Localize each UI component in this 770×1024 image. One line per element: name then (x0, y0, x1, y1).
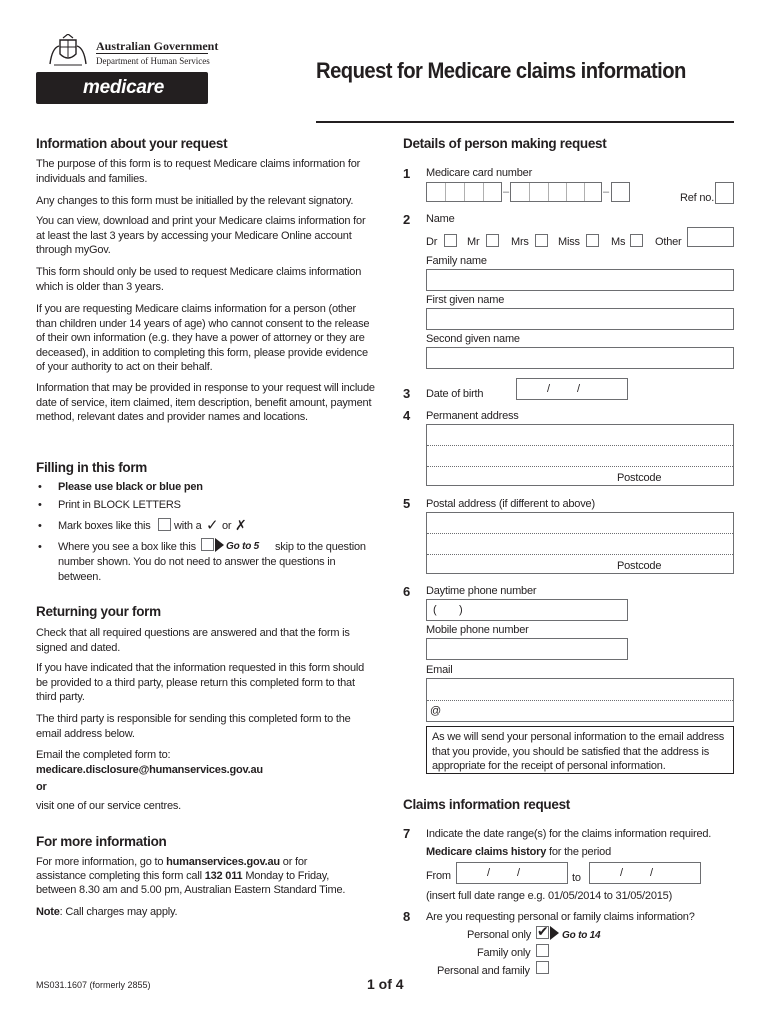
date-range-label: Indicate the date range(s) for the claims information required. (426, 828, 712, 840)
question-number: 7 (403, 826, 411, 841)
more-info-heading: For more information (36, 834, 167, 849)
question-number: 8 (403, 909, 411, 924)
date-range-hint: (insert full date range e.g. 01/05/2014 to 31/05/2015) (426, 890, 673, 902)
email-at-symbol: @ (430, 705, 441, 717)
daytime-phone-label: Daytime phone number (426, 585, 537, 597)
department-name: Department of Human Services (96, 56, 210, 66)
claims-history-line (426, 846, 611, 858)
medicare-card-group-3[interactable] (611, 182, 630, 202)
title-ms-checkbox[interactable] (630, 234, 643, 247)
question-number: 4 (403, 408, 411, 423)
personal-and-family-checkbox[interactable] (536, 961, 549, 974)
more-info-text: assistance completing this form call (36, 870, 202, 882)
card-separator: – (603, 186, 609, 198)
bullet-dot: • (38, 520, 42, 532)
question-number: 2 (403, 212, 411, 227)
more-info-text: or for (282, 856, 308, 868)
bullet-dot: • (38, 481, 42, 493)
to-date-input[interactable] (589, 862, 701, 884)
dob-input[interactable] (516, 378, 628, 400)
example-checkbox (158, 518, 171, 531)
skip-arrow-icon (215, 538, 224, 552)
returning-or: or (36, 781, 47, 793)
postal-address-label: Postal address (if different to above) (426, 498, 595, 510)
skip-goto-text: Go to 5 (226, 541, 260, 552)
more-info-line-3: between 8.30 am and 5.00 pm, Australian Eastern Standard Time. (36, 884, 346, 896)
returning-heading: Returning your form (36, 604, 161, 619)
bullet-mark-boxes: Mark boxes like this (58, 520, 151, 532)
phone-number: 132 011 (204, 870, 243, 882)
email-notice-text: As we will send your personal information to the email address that you provide, you should be satisfied that the address is appropriate for the receipt of personal information. (432, 731, 725, 772)
mobile-phone-label: Mobile phone number (426, 624, 529, 636)
skip-arrow-icon (550, 926, 559, 940)
title-miss-label: Miss (558, 236, 580, 248)
tick-icon: ✓ (206, 517, 219, 534)
note-line (36, 905, 376, 920)
title-dr-label: Dr (426, 236, 438, 248)
note-label: Note (36, 906, 60, 918)
more-info-text: Monday to Friday, (245, 870, 330, 882)
coat-of-arms-icon (46, 34, 90, 68)
title-mr-label: Mr (467, 236, 480, 248)
claims-heading: Claims information request (403, 797, 570, 812)
tick-mark-icon: ✔ (537, 923, 549, 939)
ref-no-input[interactable] (715, 182, 734, 204)
department-rule (96, 53, 208, 54)
card-separator: – (503, 186, 509, 198)
date-separator: / (577, 383, 580, 395)
name-label: Name (426, 213, 455, 225)
question-number: 6 (403, 584, 411, 599)
title-mrs-checkbox[interactable] (535, 234, 548, 247)
date-separator: / (547, 383, 550, 395)
personal-only-label: Personal only (467, 929, 532, 941)
email-label: Email (426, 664, 453, 676)
bullet-block-letters: Print in BLOCK LETTERS (58, 499, 181, 511)
date-separator: / (517, 867, 520, 879)
details-heading: Details of person making request (403, 136, 607, 151)
website-link[interactable]: humanservices.gov.au (166, 856, 280, 868)
cross-icon: ✗ (235, 517, 247, 533)
personal-only-checkbox[interactable] (536, 923, 549, 939)
date-separator: / (620, 867, 623, 879)
claims-type-label: Are you requesting personal or family claims information? (426, 911, 695, 923)
title-mr-checkbox[interactable] (486, 234, 499, 247)
question-number: 3 (403, 386, 411, 401)
dob-label: Date of birth (426, 388, 484, 400)
date-separator: / (650, 867, 653, 879)
bullet-skip-text: skip to the question (275, 541, 366, 553)
mobile-phone-input[interactable] (426, 638, 628, 660)
title-other-input[interactable] (687, 227, 734, 247)
to-label: to (572, 872, 581, 884)
returning-paragraph-2: If you have indicated that the information requested in this form should be provided to a third party, please return this completed form to that third party. (36, 662, 365, 703)
daytime-phone-input[interactable] (426, 599, 628, 621)
medicare-card-label: Medicare card number (426, 167, 533, 179)
title-ms-label: Ms (611, 236, 626, 248)
bullet-skip-continued: number shown. You do not need to answer the questions in between. (58, 556, 336, 583)
family-name-label: Family name (426, 255, 487, 267)
bullet-dot: • (38, 499, 42, 511)
permanent-address-label: Permanent address (426, 410, 519, 422)
medicare-logo (36, 72, 208, 104)
info-paragraph-6: Information that may be provided in response to your request will include date of service, item claimed, item description, benefit amount, payment method, relevant dates and provider names and locations. (36, 382, 375, 423)
returning-paragraph-5: visit one of our service centres. (36, 800, 182, 812)
second-name-input[interactable] (426, 347, 734, 369)
title-other-label: Other (655, 236, 682, 248)
first-name-input[interactable] (426, 308, 734, 330)
permanent-address-input[interactable] (426, 424, 734, 486)
from-label: From (426, 870, 451, 882)
postal-address-input[interactable] (426, 512, 734, 574)
bullet-or: or (222, 520, 232, 532)
info-paragraph-2: Any changes to this form must be initialled by the relevant signatory. (36, 195, 354, 207)
family-only-checkbox[interactable] (536, 944, 549, 957)
family-only-label: Family only (477, 947, 531, 959)
page-number: 1 of 4 (367, 976, 404, 992)
more-info-text: For more information, go to (36, 856, 164, 868)
info-paragraph-4: This form should only be used to request Medicare claims information which is older than 3 years. (36, 266, 362, 293)
info-paragraph-5: If you are requesting Medicare claims information for a person (other than children under 14 years of age) who cannot consent to the release of their own information (e.g. they have a power of attorney or they are deceased), in addition to completing this form, please provide evidence of your authority to act on their behalf. (36, 303, 370, 373)
more-info-line-1 (36, 855, 376, 870)
more-info-line-2 (36, 869, 376, 884)
question-number: 5 (403, 496, 411, 511)
info-paragraph-3: You can view, download and print your Medicare claims information for at least the last 3 years by accessing your Medicare Online account through myGov. (36, 215, 366, 256)
personal-and-family-label: Personal and family (437, 965, 530, 977)
second-name-label: Second given name (426, 333, 520, 345)
form-title: Request for Medicare claims information (316, 58, 686, 83)
returning-paragraph-1: Check that all required questions are answered and that the form is signed and dated. (36, 627, 350, 654)
question-number: 1 (403, 166, 411, 181)
claims-history-bold: Medicare claims history (426, 846, 547, 858)
from-date-input[interactable] (456, 862, 568, 884)
phone-paren-close: ) (459, 604, 463, 616)
email-notice-box (426, 726, 734, 774)
title-rule (316, 121, 734, 123)
postcode-label: Postcode (617, 472, 662, 484)
medicare-card-group-2[interactable] (510, 182, 602, 202)
returning-paragraph-4: Email the completed form to: (36, 749, 171, 761)
disclosure-email-link[interactable]: medicare.disclosure@humanservices.gov.au (36, 764, 263, 776)
personal-goto-text: Go to 14 (562, 930, 601, 941)
info-heading: Information about your request (36, 136, 228, 151)
postcode-label: Postcode (617, 560, 662, 572)
returning-paragraph-3: The third party is responsible for sending this completed form to the email address below. (36, 713, 351, 740)
phone-paren-open: ( (433, 604, 437, 616)
medicare-card-group-1[interactable] (426, 182, 502, 202)
title-miss-checkbox[interactable] (586, 234, 599, 247)
form-code: MS031.1607 (formerly 2855) (36, 980, 151, 990)
bullet-pen: Please use black or blue pen (58, 481, 203, 493)
bullet-with-a: with a (174, 520, 202, 532)
bullet-skip-box: Where you see a box like this (58, 541, 196, 553)
bullet-dot: • (38, 541, 42, 553)
claims-history-text: for the period (548, 846, 612, 858)
example-skip-checkbox (201, 538, 214, 551)
date-separator: / (487, 867, 490, 879)
title-dr-checkbox[interactable] (444, 234, 457, 247)
email-input[interactable] (426, 678, 734, 722)
first-name-label: First given name (426, 294, 505, 306)
info-paragraph-1: The purpose of this form is to request Medicare claims information for individuals and families. (36, 158, 361, 185)
title-mrs-label: Mrs (511, 236, 529, 248)
government-name: Australian Government (96, 39, 219, 53)
ref-no-label: Ref no. (680, 192, 715, 204)
family-name-input[interactable] (426, 269, 734, 291)
filling-heading: Filling in this form (36, 460, 147, 475)
medicare-logo-text: medicare (83, 77, 165, 98)
note-text: : Call charges may apply. (59, 906, 178, 918)
